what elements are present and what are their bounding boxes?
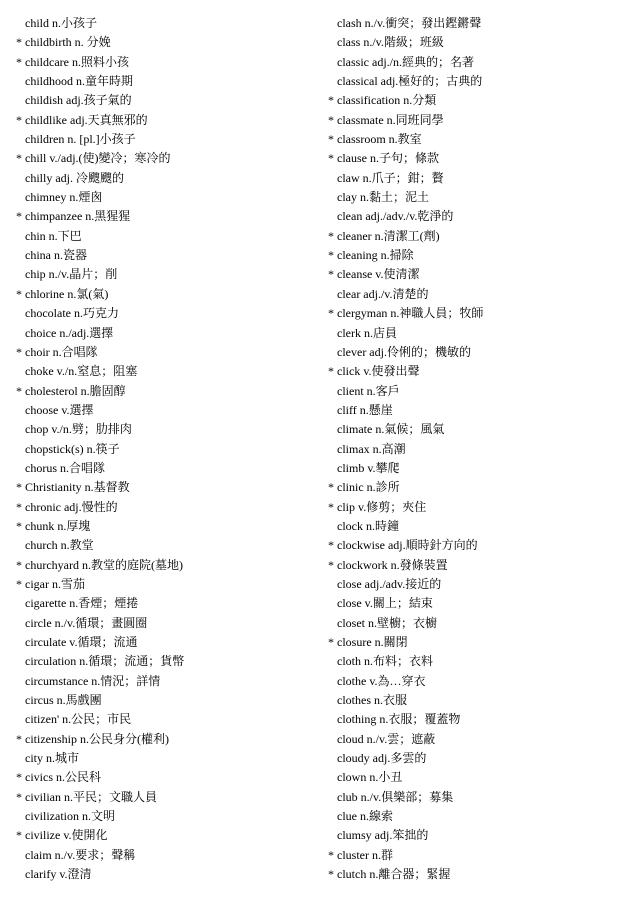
vocab-entry bbox=[16, 672, 316, 691]
vocab-entry bbox=[328, 304, 628, 323]
vocab-entry bbox=[328, 556, 628, 575]
vocab-entry bbox=[16, 130, 316, 149]
vocab-entry bbox=[328, 478, 628, 497]
vocab-entry bbox=[328, 111, 628, 130]
entry-text: china n.瓷器 bbox=[25, 248, 87, 263]
entry-text: city n.城市 bbox=[25, 751, 79, 766]
entry-text: choice n./adj.選擇 bbox=[25, 325, 114, 340]
entry-marker: * bbox=[328, 228, 334, 243]
entry-text: clothes n.衣服 bbox=[337, 693, 407, 708]
entry-text: civilization n.文明 bbox=[25, 809, 115, 824]
entry-marker: * bbox=[328, 306, 334, 321]
vocab-entry bbox=[16, 807, 316, 826]
vocab-entry bbox=[16, 846, 316, 865]
vocab-entry bbox=[16, 324, 316, 343]
entry-marker: * bbox=[16, 518, 22, 533]
entry-text: chimpanzee n.黑猩猩 bbox=[25, 209, 131, 224]
vocab-entry bbox=[16, 440, 316, 459]
vocab-entry bbox=[16, 594, 316, 613]
entry-text: class n./v.階級；班級 bbox=[337, 35, 444, 50]
entry-marker: * bbox=[16, 576, 22, 591]
entry-marker: * bbox=[328, 480, 334, 495]
vocab-entry bbox=[328, 169, 628, 188]
entry-text: clergyman n.神職人員；牧師 bbox=[337, 306, 484, 321]
entry-text: civilian n.平民；文職人員 bbox=[25, 789, 157, 804]
entry-text: cigarette n.香煙；煙捲 bbox=[25, 596, 139, 611]
entry-marker: * bbox=[16, 35, 22, 50]
entry-text: client n.客戶 bbox=[337, 383, 400, 398]
entry-marker: * bbox=[16, 54, 22, 69]
entry-marker: * bbox=[16, 112, 22, 127]
vocab-entry bbox=[16, 227, 316, 246]
vocab-entry bbox=[328, 33, 628, 52]
vocab-entry bbox=[328, 14, 628, 33]
entry-text: chorus n.合唱隊 bbox=[25, 460, 105, 475]
entry-text: close v.關上；結束 bbox=[337, 596, 433, 611]
entry-text: chop v./n.劈；肋排肉 bbox=[25, 422, 132, 437]
entry-marker: * bbox=[16, 828, 22, 843]
entry-text: churchyard n.教堂的庭院(墓地) bbox=[25, 557, 183, 572]
vocab-entry bbox=[328, 91, 628, 110]
entry-text: cholesterol n.膽固醇 bbox=[25, 383, 126, 398]
entry-marker: * bbox=[328, 132, 334, 147]
entry-text: chopstick(s) n.筷子 bbox=[25, 441, 120, 456]
vocab-entry bbox=[16, 614, 316, 633]
vocab-entry bbox=[16, 285, 316, 304]
entry-text: chocolate n.巧克力 bbox=[25, 306, 119, 321]
entry-text: circumstance n.情況；詳情 bbox=[25, 673, 161, 688]
entry-marker: * bbox=[328, 112, 334, 127]
vocab-entry bbox=[16, 710, 316, 729]
vocab-entry bbox=[328, 575, 628, 594]
entry-text: childcare n.照料小孩 bbox=[25, 54, 129, 69]
vocab-entry bbox=[328, 227, 628, 246]
vocab-entry bbox=[16, 652, 316, 671]
vocab-entry bbox=[16, 730, 316, 749]
vocab-entry bbox=[16, 304, 316, 323]
entry-text: closure n.關閉 bbox=[337, 635, 408, 649]
vocab-entry bbox=[328, 420, 628, 439]
entry-text: cloud n./v.雲；遮蔽 bbox=[337, 731, 436, 746]
vocab-entry bbox=[328, 807, 628, 826]
vocab-entry bbox=[16, 575, 316, 594]
entry-text: chronic adj.慢性的 bbox=[25, 499, 118, 514]
vocab-entry bbox=[328, 440, 628, 459]
entry-text: choir n.合唱隊 bbox=[25, 344, 98, 359]
vocab-entry bbox=[328, 459, 628, 478]
entry-text: clever adj.伶俐的；機敏的 bbox=[337, 344, 471, 359]
entry-marker: * bbox=[328, 557, 334, 572]
left-column bbox=[16, 14, 316, 884]
vocab-entry bbox=[16, 382, 316, 401]
entry-text: clarify v.澄清 bbox=[25, 867, 92, 882]
vocab-entry bbox=[16, 265, 316, 284]
vocab-entry bbox=[16, 169, 316, 188]
vocab-entry bbox=[328, 749, 628, 768]
vocab-entry bbox=[16, 91, 316, 110]
entry-text: chunk n.厚塊 bbox=[25, 518, 91, 533]
vocab-entry bbox=[16, 401, 316, 420]
entry-marker: * bbox=[16, 731, 22, 746]
vocab-entry bbox=[16, 207, 316, 226]
entry-text: chlorine n.氯(氣) bbox=[25, 286, 109, 301]
entry-text: classroom n.教室 bbox=[337, 132, 422, 147]
entry-text: childish adj.孩子氣的 bbox=[25, 93, 132, 108]
entry-text: cleaner n.清潔工(劑) bbox=[337, 228, 440, 243]
entry-text: climate n.氣候；風氣 bbox=[337, 422, 445, 437]
entry-marker: * bbox=[16, 499, 22, 514]
entry-text: close adj./adv.接近的 bbox=[337, 576, 442, 591]
vocab-entry bbox=[328, 498, 628, 517]
entry-marker: * bbox=[328, 847, 334, 862]
entry-text: closet n.壁櫥；衣櫥 bbox=[337, 615, 437, 630]
entry-text: circulate v.循環；流通 bbox=[25, 635, 138, 649]
entry-text: civilize v.使開化 bbox=[25, 828, 108, 843]
vocab-entry bbox=[328, 865, 628, 884]
entry-text: clerk n.店員 bbox=[337, 325, 397, 340]
vocab-entry bbox=[328, 382, 628, 401]
entry-text: cloudy adj.多雲的 bbox=[337, 751, 427, 766]
vocab-entry bbox=[328, 846, 628, 865]
vocab-entry bbox=[16, 343, 316, 362]
entry-text: cleanse v.使清潔 bbox=[337, 267, 420, 282]
vocab-entry bbox=[328, 517, 628, 536]
entry-text: clumsy adj.笨拙的 bbox=[337, 828, 429, 843]
vocab-entry bbox=[328, 614, 628, 633]
entry-text: clothing n.衣服；覆蓋物 bbox=[337, 712, 461, 727]
vocab-entry bbox=[328, 324, 628, 343]
vocab-entry bbox=[16, 749, 316, 768]
entry-marker: * bbox=[328, 93, 334, 108]
vocab-entry bbox=[328, 633, 628, 652]
entry-text: civics n.公民科 bbox=[25, 770, 101, 785]
entry-text: clash n./v.衝突；發出鏗鏘聲 bbox=[337, 16, 482, 30]
entry-text: click v.使發出聲 bbox=[337, 364, 420, 379]
entry-text: circulation n.循環；流通；貨幣 bbox=[25, 654, 185, 669]
vocab-entry bbox=[16, 556, 316, 575]
entry-text: clutch n.離合器；緊握 bbox=[337, 867, 451, 882]
vocab-entry bbox=[16, 459, 316, 478]
entry-text: Christianity n.基督教 bbox=[25, 480, 130, 495]
vocab-entry bbox=[328, 130, 628, 149]
vocab-entry bbox=[328, 826, 628, 845]
entry-text: climb v.攀爬 bbox=[337, 460, 400, 475]
vocab-entry bbox=[16, 768, 316, 787]
entry-marker: * bbox=[16, 383, 22, 398]
entry-marker: * bbox=[328, 867, 334, 882]
entry-text: clockwork n.發條裝置 bbox=[337, 557, 448, 572]
entry-marker: * bbox=[16, 789, 22, 804]
vocab-entry bbox=[16, 33, 316, 52]
vocab-entry bbox=[328, 72, 628, 91]
entry-marker: * bbox=[16, 770, 22, 785]
entry-marker: * bbox=[328, 538, 334, 553]
entry-text: chill v./adj.(使)變冷；寒冷的 bbox=[25, 151, 171, 166]
vocab-entry bbox=[16, 517, 316, 536]
entry-text: classification n.分類 bbox=[337, 93, 437, 108]
vocab-entry bbox=[328, 207, 628, 226]
vocab-entry bbox=[328, 788, 628, 807]
entry-text: childbirth n. 分娩 bbox=[25, 35, 111, 50]
entry-text: clinic n.診所 bbox=[337, 480, 400, 495]
entry-marker: * bbox=[16, 344, 22, 359]
vocab-entry bbox=[16, 246, 316, 265]
entry-text: clothe v.為…穿衣 bbox=[337, 673, 426, 688]
vocab-entry bbox=[16, 536, 316, 555]
vocab-entry bbox=[16, 362, 316, 381]
entry-text: chimney n.煙囪 bbox=[25, 190, 103, 205]
entry-text: climax n.高潮 bbox=[337, 441, 406, 456]
entry-text: cluster n.群 bbox=[337, 847, 393, 862]
vocab-entry bbox=[16, 72, 316, 91]
entry-text: chip n./v.晶片；削 bbox=[25, 267, 118, 282]
entry-text: citizenship n.公民身分(權利) bbox=[25, 731, 169, 746]
entry-text: child n.小孩子 bbox=[25, 16, 97, 30]
vocab-entry bbox=[16, 478, 316, 497]
vocab-entry bbox=[16, 111, 316, 130]
vocab-entry bbox=[328, 672, 628, 691]
entry-marker: * bbox=[16, 151, 22, 166]
entry-text: clip v.修剪；夾住 bbox=[337, 499, 427, 514]
vocab-entry bbox=[328, 401, 628, 420]
entry-text: citizen' n.公民；市民 bbox=[25, 712, 132, 727]
vocab-entry bbox=[328, 362, 628, 381]
entry-marker: * bbox=[328, 267, 334, 282]
vocab-entry bbox=[328, 594, 628, 613]
entry-text: clay n.黏土；泥土 bbox=[337, 190, 429, 205]
entry-text: clockwise adj.順時針方向的 bbox=[337, 538, 478, 553]
vocab-entry bbox=[328, 768, 628, 787]
entry-text: clean adj./adv./v.乾淨的 bbox=[337, 209, 454, 224]
entry-marker: * bbox=[16, 557, 22, 572]
entry-text: classical adj.極好的；古典的 bbox=[337, 74, 483, 89]
vocab-entry bbox=[16, 633, 316, 652]
entry-text: circle n./v.循環；畫圓圈 bbox=[25, 615, 148, 630]
entry-text: clear adj./v.清楚的 bbox=[337, 286, 429, 301]
vocab-entry bbox=[16, 691, 316, 710]
entry-text: cleaning n.掃除 bbox=[337, 248, 414, 263]
vocab-entry bbox=[16, 420, 316, 439]
entry-text: childhood n.童年時期 bbox=[25, 74, 133, 89]
vocab-entry bbox=[16, 826, 316, 845]
right-column bbox=[328, 14, 628, 884]
entry-text: clock n.時鐘 bbox=[337, 518, 399, 533]
entry-text: cigar n.雪茄 bbox=[25, 576, 85, 591]
entry-text: clue n.線索 bbox=[337, 809, 393, 824]
vocab-entry bbox=[328, 149, 628, 168]
entry-text: claim n./v.要求；聲稱 bbox=[25, 847, 136, 862]
entry-marker: * bbox=[16, 209, 22, 224]
entry-text: choose v.選擇 bbox=[25, 402, 94, 417]
entry-text: chilly adj. 冷颼颼的 bbox=[25, 170, 124, 185]
vocab-entry bbox=[328, 343, 628, 362]
entry-text: circus n.馬戲團 bbox=[25, 693, 102, 708]
vocab-entry bbox=[328, 652, 628, 671]
vocab-entry bbox=[328, 53, 628, 72]
entry-text: children n. [pl.]小孩子 bbox=[25, 132, 136, 147]
entry-marker: * bbox=[328, 151, 334, 166]
entry-text: cliff n.懸崖 bbox=[337, 402, 393, 417]
entry-text: church n.教堂 bbox=[25, 538, 94, 553]
entry-marker: * bbox=[328, 248, 334, 263]
vocab-entry bbox=[16, 53, 316, 72]
entry-marker: * bbox=[16, 286, 22, 301]
vocab-entry bbox=[16, 188, 316, 207]
vocab-entry bbox=[328, 536, 628, 555]
entry-marker: * bbox=[328, 635, 334, 649]
vocab-entry bbox=[16, 149, 316, 168]
vocab-entry bbox=[328, 730, 628, 749]
vocab-entry bbox=[16, 865, 316, 884]
vocab-entry bbox=[16, 14, 316, 33]
entry-marker: * bbox=[328, 364, 334, 379]
entry-text: club n./v.俱樂部；募集 bbox=[337, 789, 454, 804]
entry-text: clause n.子句；條款 bbox=[337, 151, 439, 166]
entry-text: classic adj./n.經典的；名著 bbox=[337, 54, 474, 69]
vocab-entry bbox=[328, 246, 628, 265]
vocab-entry bbox=[328, 285, 628, 304]
vocab-entry bbox=[328, 188, 628, 207]
entry-text: classmate n.同班同學 bbox=[337, 112, 444, 127]
entry-text: choke v./n.窒息；阻塞 bbox=[25, 364, 138, 379]
vocab-entry bbox=[328, 710, 628, 729]
vocab-entry bbox=[16, 788, 316, 807]
entry-text: claw n.爪子；鉗；贅 bbox=[337, 170, 444, 185]
entry-text: cloth n.布料；衣料 bbox=[337, 654, 433, 669]
entry-text: childlike adj.天真無邪的 bbox=[25, 112, 148, 127]
entry-marker: * bbox=[328, 499, 334, 514]
vocab-entry bbox=[328, 265, 628, 284]
entry-marker: * bbox=[16, 480, 22, 495]
entry-text: chin n.下巴 bbox=[25, 228, 82, 243]
entry-text: clown n.小丑 bbox=[337, 770, 403, 785]
vocab-entry bbox=[16, 498, 316, 517]
vocab-entry bbox=[328, 691, 628, 710]
